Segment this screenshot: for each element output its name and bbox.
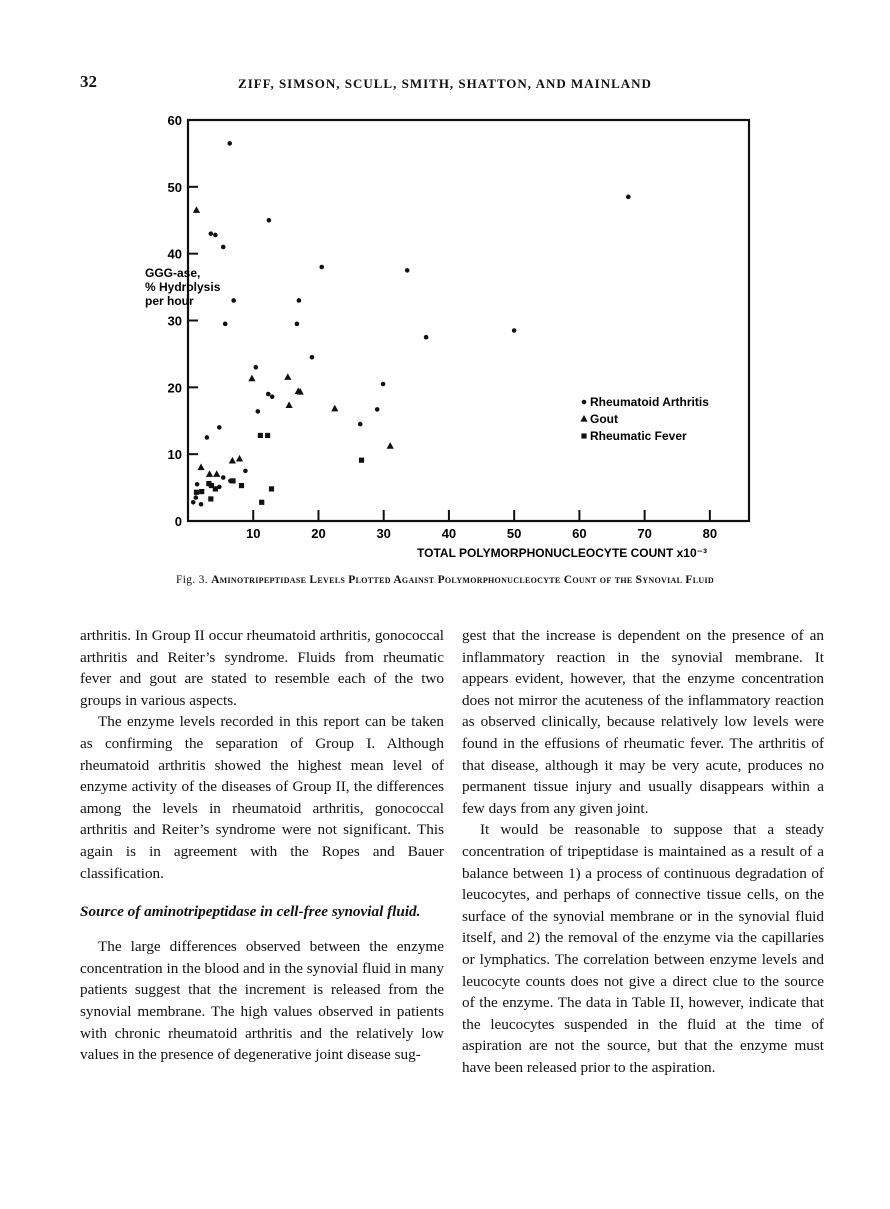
gout-point — [197, 464, 204, 471]
figure-caption — [90, 572, 800, 589]
x-tick-label: 40 — [441, 526, 457, 541]
rheumatoid-arthritis-point — [267, 218, 272, 223]
y-axis-label-line: GGG-ase, — [145, 266, 201, 280]
rheumatoid-arthritis-point — [255, 409, 260, 414]
rheumatic-fever-point — [208, 496, 213, 501]
rheumatic-fever-point — [194, 490, 199, 495]
rheumatoid-arthritis-point — [297, 298, 302, 303]
gout-point — [236, 455, 243, 462]
gout-point — [387, 442, 394, 449]
gout-point — [286, 401, 293, 408]
x-tick-label: 60 — [572, 526, 587, 541]
scatter-figure — [0, 0, 890, 570]
plot-frame — [188, 120, 749, 521]
rheumatic-fever-point — [259, 500, 264, 505]
rheumatoid-arthritis-point — [223, 322, 228, 327]
x-tick-label: 10 — [245, 526, 261, 541]
gout-point — [284, 373, 291, 380]
rheumatoid-arthritis-point — [231, 298, 236, 303]
rheumatic-fever-point — [213, 486, 218, 491]
data-points — [191, 141, 631, 507]
y-tick-label: 50 — [167, 179, 182, 195]
rheumatoid-arthritis-point — [243, 469, 248, 474]
x-axis-ticks — [246, 510, 717, 541]
rheumatoid-arthritis-point — [199, 502, 204, 507]
rheumatoid-arthritis-point — [213, 233, 218, 238]
rheumatic-fever-point — [239, 483, 244, 488]
y-tick-label: 40 — [167, 246, 182, 262]
caption-label: Fig. 3. — [176, 574, 208, 586]
x-tick-label: 30 — [376, 526, 391, 541]
paragraph: gest that the increase is dependent on the presence of an inflammatory reaction in the synovial membrane. It appears evident, however, that the enzyme concentration does not mirror the acuteness of the inflammatory reaction as observed clinically, because relatively low levels were found in the effusions of rheumatic fever. The arthritis of that disease, although it may be very acute, produces no permanent tissue injury and usually disappears within a few days from any given joint. — [462, 627, 824, 817]
rheumatoid-arthritis-point — [424, 335, 429, 340]
rheumatoid-arthritis-point — [319, 265, 324, 270]
rheumatoid-arthritis-point — [194, 495, 199, 500]
rheumatic-fever-point — [230, 478, 235, 483]
legend-label: Rheumatoid Arthritis — [590, 395, 709, 409]
paragraph: It would be reasonable to suppose that a steady concentration of tripeptidase is maintained as a result of a balance between 1) a process of continuous degradation of leucocytes, and perhaps of connective tissue cells, on the surface of the synovial membrane or in the synovial fluid itself, and 2) the removal of the enzyme via the capillaries or lymphatics. The correlation between enzyme levels and leucocyte counts does not give a direct clue to the source of the enzyme. The data in Table II, however, indicate that the leucocytes suspended in the fluid at the time of aspiration are not the source, but that the enzyme must have been released prior to the aspiration. — [462, 821, 824, 1076]
rheumatoid-arthritis-point — [217, 425, 222, 430]
rheumatoid-arthritis-point — [195, 482, 200, 487]
y-axis-label — [145, 266, 221, 308]
rheumatoid-arthritis-point — [227, 141, 232, 146]
x-axis-label: TOTAL POLYMORPHONUCLEOCYTE COUNT x10⁻³ — [417, 546, 707, 560]
gout-point — [331, 405, 338, 412]
rheumatic-fever-point — [199, 489, 204, 494]
rheumatic-fever-point — [269, 486, 274, 491]
gout-point — [206, 470, 213, 477]
rheumatoid-arthritis-point — [295, 322, 300, 327]
gout-point — [213, 470, 220, 477]
text-column-left — [80, 625, 444, 1066]
legend-label: Gout — [590, 412, 618, 426]
x-tick-label: 80 — [702, 526, 718, 541]
rheumatoid-arthritis-point — [270, 394, 275, 399]
legend — [580, 395, 709, 443]
caption-text: Aminotripeptidase Levels Plotted Against Polymorphonucleocyte Count of the Synovial Fluid — [211, 574, 714, 586]
y-axis-ticks — [168, 113, 198, 529]
y-tick-label: 0 — [174, 514, 182, 529]
rheumatoid-arthritis-point — [205, 435, 210, 440]
page-number: 32 — [80, 72, 97, 91]
rheumatoid-arthritis-point — [381, 382, 386, 387]
paragraph: The enzyme levels recorded in this report can be taken as confirming the separation of Group I. Although rheumatoid arthritis showed the highest mean level of enzyme activity of the diseases of Group II, the differences among the levels in rheumatoid arthritis, gonococcal arthritis and Reiter’s syndrome were not significant. This again is in agreement with the Ropes and Bauer classification. — [80, 713, 444, 882]
y-tick-label: 20 — [167, 380, 182, 396]
rheumatoid-arthritis-point — [254, 365, 259, 370]
paragraph: The large differences observed between the enzyme concentration in the blood and in the synovial fluid in many patients suggest that the increment is released from the synovial membrane. The high values observed in patients with chronic rheumatoid arthritis and the relatively low values in the presence of degenerative joint disease sug- — [80, 938, 444, 1064]
rheumatic-fever-point — [359, 458, 364, 463]
rheumatoid-arthritis-point — [405, 268, 410, 273]
x-tick-label: 20 — [311, 526, 326, 541]
rheumatoid-arthritis-point — [626, 195, 631, 200]
legend-gout-point — [580, 415, 587, 422]
y-axis-label-line: % Hydrolysis — [145, 280, 221, 294]
y-axis-label-line: per hour — [145, 294, 194, 308]
gout-point — [229, 457, 236, 464]
legend-rheumatoid-arthritis-point — [582, 400, 587, 405]
section-heading: Source of aminotripeptidase in cell-free synovial fluid. — [80, 903, 421, 921]
legend-rheumatic-fever-point — [581, 433, 586, 438]
rheumatoid-arthritis-point — [221, 245, 226, 250]
text-column-right — [462, 625, 824, 1078]
rheumatoid-arthritis-point — [266, 392, 271, 397]
x-tick-label: 50 — [506, 526, 522, 541]
rheumatoid-arthritis-point — [512, 328, 517, 333]
rheumatoid-arthritis-point — [209, 231, 214, 236]
y-tick-label: 10 — [167, 447, 182, 463]
rheumatoid-arthritis-point — [191, 500, 196, 505]
y-tick-label: 30 — [167, 313, 182, 329]
y-tick-label: 60 — [167, 113, 182, 128]
rheumatoid-arthritis-point — [310, 355, 315, 360]
rheumatoid-arthritis-point — [375, 407, 380, 412]
rheumatic-fever-point — [258, 433, 263, 438]
legend-label: Rheumatic Fever — [590, 429, 687, 443]
gout-point — [193, 206, 200, 213]
rheumatoid-arthritis-point — [221, 475, 226, 480]
rheumatoid-arthritis-point — [358, 422, 363, 427]
paragraph: arthritis. In Group II occur rheumatoid arthritis, gonococcal arthritis and Reiter’s syndrome. Fluids from rheumatic fever and gout are stated to resemble each of the two groups in various aspects. — [80, 627, 444, 709]
x-tick-label: 70 — [637, 526, 652, 541]
gout-point — [248, 375, 255, 382]
running-head: ZIFF, SIMSON, SCULL, SMITH, SHATTON, AND MAINLAND — [238, 76, 652, 91]
rheumatic-fever-point — [265, 433, 270, 438]
plot-border — [188, 120, 749, 521]
